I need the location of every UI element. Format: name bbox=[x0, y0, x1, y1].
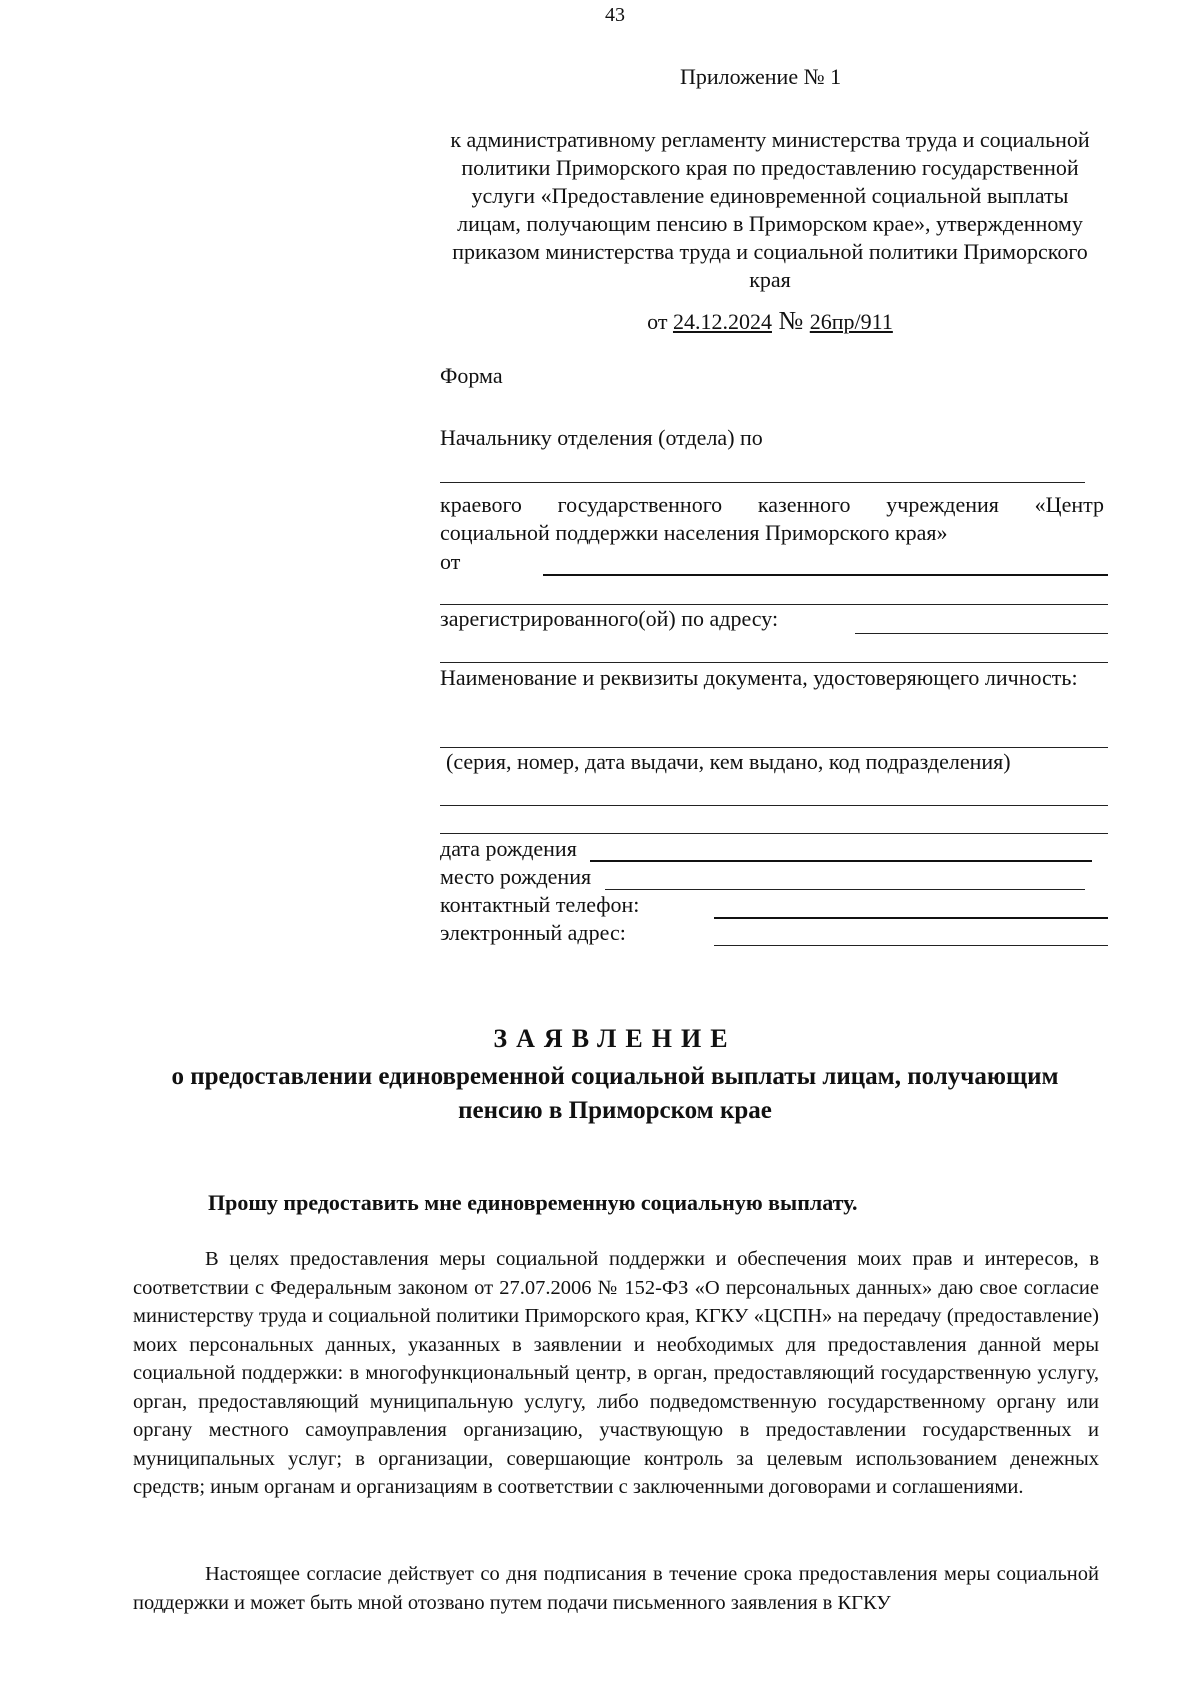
applicant-name-line-2 bbox=[440, 604, 1108, 605]
applicant-name-line bbox=[543, 574, 1108, 576]
order-number-sign: № bbox=[771, 306, 810, 335]
identity-document-line-3 bbox=[440, 833, 1108, 834]
institution-line-1: краевого государственного казенного учреждения «Центр bbox=[440, 492, 1104, 517]
addressee-head-line: Начальнику отделения (отдела) по bbox=[440, 425, 763, 450]
phone-line bbox=[714, 917, 1108, 919]
identity-document-line-2 bbox=[440, 805, 1108, 806]
birth-place-label: место рождения bbox=[440, 864, 592, 889]
consent-paragraph-2: Настоящее согласие действует со дня подписания в течение срока предоставления меры социальной поддержки и может быть мной отозвано путем подачи письменного заявления в КГКУ bbox=[133, 1563, 1099, 1614]
phone-label: контактный телефон: bbox=[440, 892, 640, 917]
email-line bbox=[714, 945, 1108, 946]
page-number: 43 bbox=[605, 4, 625, 26]
birth-place-line bbox=[605, 889, 1085, 890]
address-line-2 bbox=[440, 662, 1108, 663]
order-number: 26пр/911 bbox=[809, 309, 893, 334]
appendix-order-line bbox=[440, 306, 1100, 336]
appendix-title: Приложение № 1 bbox=[680, 64, 842, 89]
form-label: Форма bbox=[440, 363, 503, 388]
institution-line-2: социальной поддержки населения Приморского края» bbox=[440, 520, 948, 545]
consent-paragraph-1: В целях предоставления меры социальной поддержки и обеспечения моих прав и интересов, в соответствии с Федеральным законом от 27.07.2006 № 152-ФЗ «О персональных данных» даю свое согласие министерству труда и социальной политики Приморского края, КГКУ «ЦСПН» на передачу (предоставление) моих персональных данных, указанных в заявлении и необходимых для предоставления данной меры социальной поддержки: в многофункциональный центр, в орган, предоставляющий государственную услугу, орган, предоставляющий муниципальную услугу, либо подведомственную государственному органу или органу местного самоуправления организацию, участвующую в предоставлении государственных и муниципальных услуг; в организации, совершающие контроль за целевым использованием денежных средств; иным органам и организациям в соответствии с заключенными договорами и соглашениями. bbox=[133, 1248, 1099, 1498]
birth-date-label: дата рождения bbox=[440, 836, 577, 861]
request-line: Прошу предоставить мне единовременную социальную выплату. bbox=[208, 1190, 858, 1215]
identity-document-hint: (серия, номер, дата выдачи, кем выдано, код подразделения) bbox=[446, 749, 1011, 774]
identity-document-label: Наименование и реквизиты документа, удостоверяющего личность: bbox=[440, 665, 1078, 690]
email-label: электронный адрес: bbox=[440, 920, 626, 945]
order-date: 24.12.2024 bbox=[672, 309, 772, 334]
appendix-description: к административному регламенту министерства труда и социальной политики Приморского края по предоставлению государственной услуги «Предоставление единовременной социальной выплаты лицам, получающим пенсию в Приморском крае», утвержденному приказом министерства труда и социальной политики Приморского края bbox=[450, 127, 1090, 292]
registered-address-label: зарегистрированного(ой) по адресу: bbox=[440, 606, 779, 631]
address-line-1 bbox=[855, 633, 1108, 634]
statement-title: ЗАЯВЛЕНИЕ bbox=[493, 1024, 737, 1053]
statement-subtitle: о предоставлении единовременной социальной выплаты лицам, получающим пенсию в Приморском крае bbox=[171, 1063, 1059, 1124]
from-label: от bbox=[440, 549, 461, 574]
birth-date-line bbox=[590, 860, 1092, 862]
identity-document-line bbox=[440, 747, 1108, 748]
order-date-prefix: от bbox=[647, 309, 673, 334]
department-blank-line bbox=[440, 482, 1085, 483]
